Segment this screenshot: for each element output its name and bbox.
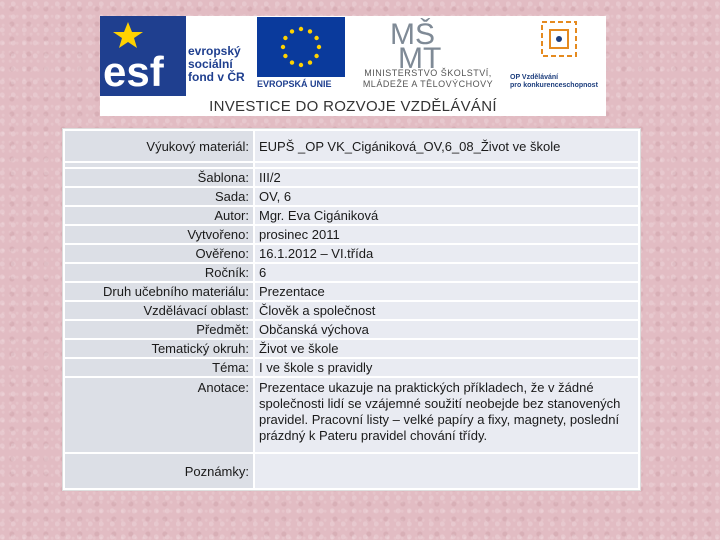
table-row-overeno: [65, 245, 638, 262]
poznamky-value: [255, 454, 638, 488]
row-value: 16.1.2012 – VI.třída: [255, 245, 638, 262]
row-value: I ve škole s pravidly: [255, 359, 638, 376]
row-value: Člověk a společnost: [255, 302, 638, 319]
table-row-poznamky: [65, 454, 638, 488]
opvk-line-1: OP Vzdělávání: [510, 74, 559, 81]
row-value: prosinec 2011: [255, 226, 638, 243]
table-row-sablona: [65, 169, 638, 186]
table-row-oblast: [65, 302, 638, 319]
table-row-vytvoreno: [65, 226, 638, 243]
opvk-caption: [510, 74, 598, 90]
anotace-label: Anotace:: [65, 378, 253, 452]
table-row-tema: [65, 359, 638, 376]
msmt-line-1: MINISTERSTVO ŠKOLSTVÍ,: [364, 68, 492, 78]
svg-text:MŠ: MŠ: [390, 18, 435, 51]
row-label: Ověřeno:: [65, 245, 253, 262]
row-value: Prezentace: [255, 283, 638, 300]
table-row-autor: [65, 207, 638, 224]
eu-flag-icon: [257, 17, 345, 77]
msmt-line-2: MLÁDEŽE A TĚLOVÝCHOVY: [362, 79, 494, 89]
eu-label: EVROPSKÁ UNIE: [257, 79, 332, 89]
esf-line-3: fond v ČR: [188, 70, 245, 84]
metadata-table: [62, 128, 641, 491]
row-value: III/2: [255, 169, 638, 186]
row-label: Tematický okruh:: [65, 340, 253, 357]
esf-line-1: evropský: [188, 44, 241, 58]
svg-text:esf: esf: [103, 48, 164, 95]
table-row-sada: [65, 188, 638, 205]
svg-text:MT: MT: [398, 42, 442, 75]
esf-caption: [188, 45, 245, 84]
row-label: Druh učebního materiálu:: [65, 283, 253, 300]
gap-value: [255, 163, 638, 167]
table-row-druh: [65, 283, 638, 300]
msmt-caption: [348, 68, 508, 90]
row-label: Šablona:: [65, 169, 253, 186]
table-row-okruh: [65, 340, 638, 357]
row-value: Občanská výchova: [255, 321, 638, 338]
table-gap-row: [65, 163, 638, 167]
anotace-value: Prezentace ukazuje na praktických příkladech, že v žádné společnosti lidí se vzájemné soužití neobejde bez stanovených pravidel. Pracovní listy – velké papíry a fixy, magnety, poslední prázdný k Pateru pravidel chování třídy.: [255, 378, 638, 452]
row-label: Vytvořeno:: [65, 226, 253, 243]
opvk-line-2: pro konkurenceschopnost: [510, 82, 598, 89]
row-value: OV, 6: [255, 188, 638, 205]
row-value: Život ve škole: [255, 340, 638, 357]
row-label: Předmět:: [65, 321, 253, 338]
header-label: Výukový materiál:: [65, 131, 253, 161]
row-label: Téma:: [65, 359, 253, 376]
table-row-anotace: [65, 378, 638, 452]
row-label: Sada:: [65, 188, 253, 205]
row-label: Ročník:: [65, 264, 253, 281]
esf-line-2: sociální: [188, 57, 233, 71]
row-value: 6: [255, 264, 638, 281]
row-label: Vzdělávací oblast:: [65, 302, 253, 319]
row-label: Autor:: [65, 207, 253, 224]
table-row-rocnik: [65, 264, 638, 281]
poznamky-label: Poznámky:: [65, 454, 253, 488]
banner-slogan: INVESTICE DO ROZVOJE VZDĚLÁVÁNÍ: [209, 97, 497, 115]
table-row-predmet: [65, 321, 638, 338]
logo-banner: [100, 16, 606, 116]
header-value: EUPŠ _OP VK_Cigániková_OV,6_08_Život ve škole: [255, 131, 638, 161]
row-value: Mgr. Eva Cigániková: [255, 207, 638, 224]
gap-label: [65, 163, 253, 167]
table-header-row: [65, 131, 638, 161]
